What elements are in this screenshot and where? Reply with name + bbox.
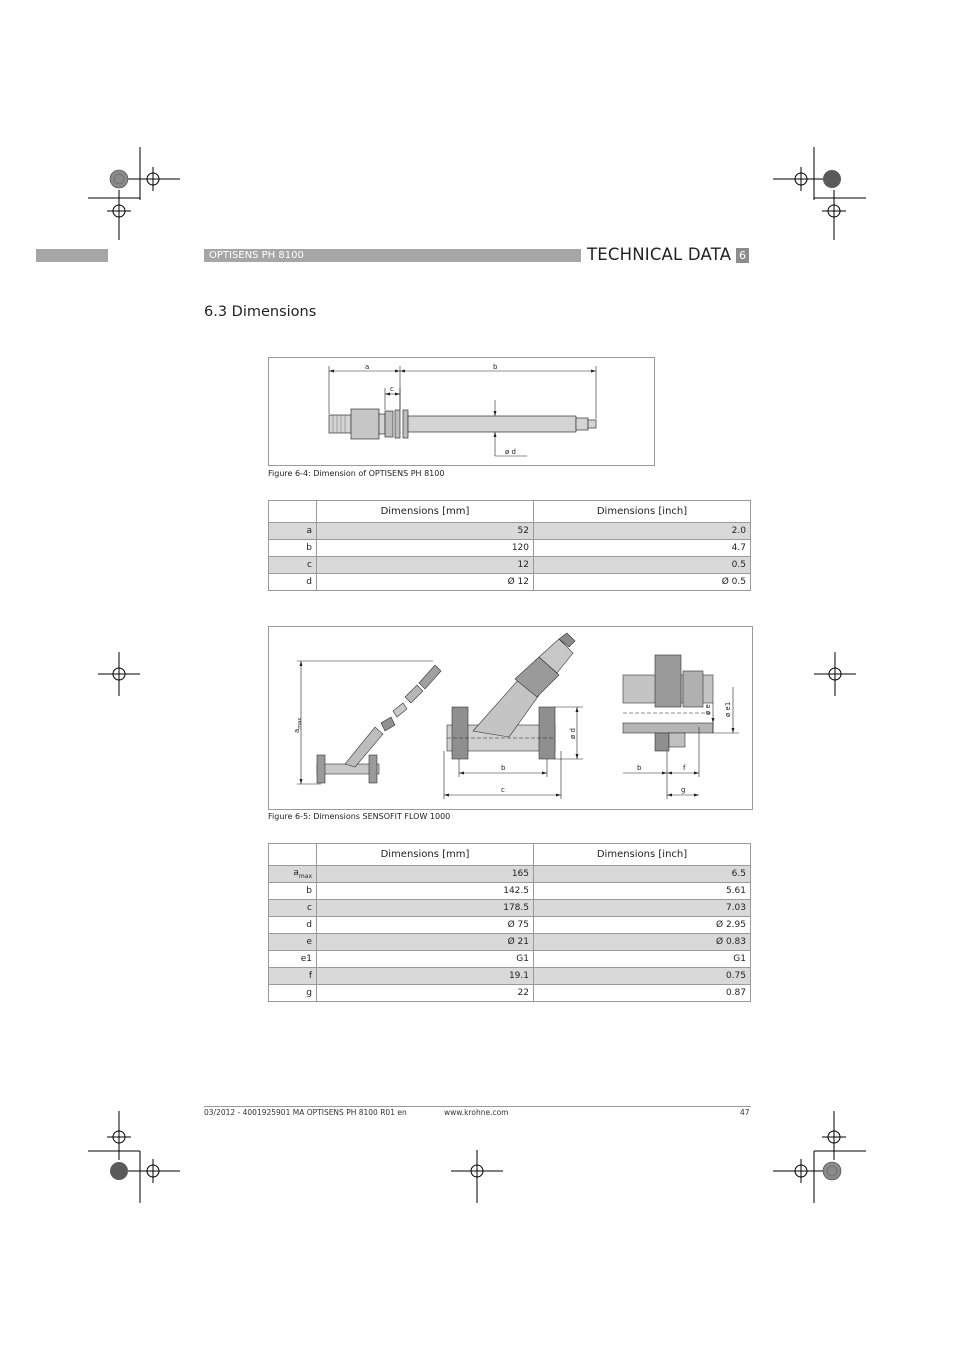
table-cell: c <box>269 557 317 574</box>
header-chapter-title: TECHNICAL DATA <box>587 245 732 264</box>
table-cell: 178.5 <box>317 900 534 917</box>
table-cell: c <box>269 900 317 917</box>
table-cell: Ø 0.5 <box>534 574 751 591</box>
table-cell: 7.03 <box>534 900 751 917</box>
section-title: 6.3 Dimensions <box>204 304 317 320</box>
table-cell: Ø 0.83 <box>534 934 751 951</box>
figure-sensor-dimensions <box>268 357 655 466</box>
flow-fitting-drawing <box>269 627 752 809</box>
table-cell: 0.87 <box>534 985 751 1002</box>
figure-1-caption: Figure 6-4: Dimension of OPTISENS PH 8100 <box>268 469 445 478</box>
table-cell: G1 <box>534 951 751 968</box>
table-row <box>269 934 751 951</box>
label-c: c <box>501 786 505 794</box>
header-product-name: OPTISENS PH 8100 <box>209 250 304 261</box>
header-chapter-number: 6 <box>736 248 749 263</box>
table-header-cell: Dimensions [inch] <box>534 501 751 523</box>
table-sensor-dimensions <box>268 500 751 591</box>
table-cell: 0.75 <box>534 968 751 985</box>
table-cell: Ø 2.95 <box>534 917 751 934</box>
table-cell: 5.61 <box>534 883 751 900</box>
table-cell: 52 <box>317 523 534 540</box>
table-header-cell <box>269 844 317 866</box>
table-row <box>269 883 751 900</box>
label-d: ø d <box>505 448 516 456</box>
footer-document-id: 03/2012 - 4001925901 MA OPTISENS PH 8100 R01 en <box>204 1108 407 1117</box>
table-cell: 12 <box>317 557 534 574</box>
label-d: ø d <box>569 728 577 739</box>
label-b: b <box>501 764 506 772</box>
figure-2-caption: Figure 6-5: Dimensions SENSOFIT FLOW 1000 <box>268 812 451 821</box>
table-header-cell: Dimensions [inch] <box>534 844 751 866</box>
table-row <box>269 917 751 934</box>
label-b-right: b <box>637 764 642 772</box>
table-header-cell: Dimensions [mm] <box>317 501 534 523</box>
table-row <box>269 540 751 557</box>
label-f: f <box>683 764 686 772</box>
label-a: a <box>365 363 370 371</box>
label-e: ø e <box>704 704 712 715</box>
table-cell: b <box>269 540 317 557</box>
table-cell: Ø 75 <box>317 917 534 934</box>
label-c: c <box>390 385 394 393</box>
label-amax: $a_{max}$ <box>293 717 303 733</box>
table-cell: 4.7 <box>534 540 751 557</box>
table-cell: e <box>269 934 317 951</box>
table-cell: $a_{max}$ <box>269 866 317 883</box>
table-cell: 120 <box>317 540 534 557</box>
table-cell: b <box>269 883 317 900</box>
table-cell: 142.5 <box>317 883 534 900</box>
table-row <box>269 900 751 917</box>
table-cell: 6.5 <box>534 866 751 883</box>
table-row <box>269 968 751 985</box>
table-header-cell: Dimensions [mm] <box>317 844 534 866</box>
footer-page-number: 47 <box>740 1108 750 1117</box>
table-cell: 2.0 <box>534 523 751 540</box>
table-header-cell <box>269 501 317 523</box>
table-header-row <box>269 844 751 866</box>
table-cell: a <box>269 523 317 540</box>
table-cell: 165 <box>317 866 534 883</box>
header-left-bar <box>36 249 108 262</box>
table-cell: Ø 21 <box>317 934 534 951</box>
table-header-row <box>269 501 751 523</box>
table-cell: d <box>269 574 317 591</box>
table-cell: Ø 12 <box>317 574 534 591</box>
table-cell: 0.5 <box>534 557 751 574</box>
table-cell: g <box>269 985 317 1002</box>
table-row <box>269 523 751 540</box>
label-g: g <box>681 786 686 794</box>
table-flow-fitting-dimensions <box>268 843 751 1002</box>
table-row <box>269 985 751 1002</box>
table-cell: 22 <box>317 985 534 1002</box>
table-cell: d <box>269 917 317 934</box>
label-b: b <box>493 363 498 371</box>
footer-divider <box>204 1106 751 1107</box>
figure-flow-fitting-dimensions <box>268 626 753 810</box>
sensor-drawing <box>269 358 654 465</box>
table-row <box>269 574 751 591</box>
table-cell: 19.1 <box>317 968 534 985</box>
table-cell: G1 <box>317 951 534 968</box>
table-cell: f <box>269 968 317 985</box>
table-row <box>269 557 751 574</box>
table-row <box>269 951 751 968</box>
table-cell: e1 <box>269 951 317 968</box>
label-e1: ø e1 <box>724 701 732 717</box>
footer-url[interactable]: www.krohne.com <box>444 1108 509 1117</box>
table-row <box>269 866 751 883</box>
